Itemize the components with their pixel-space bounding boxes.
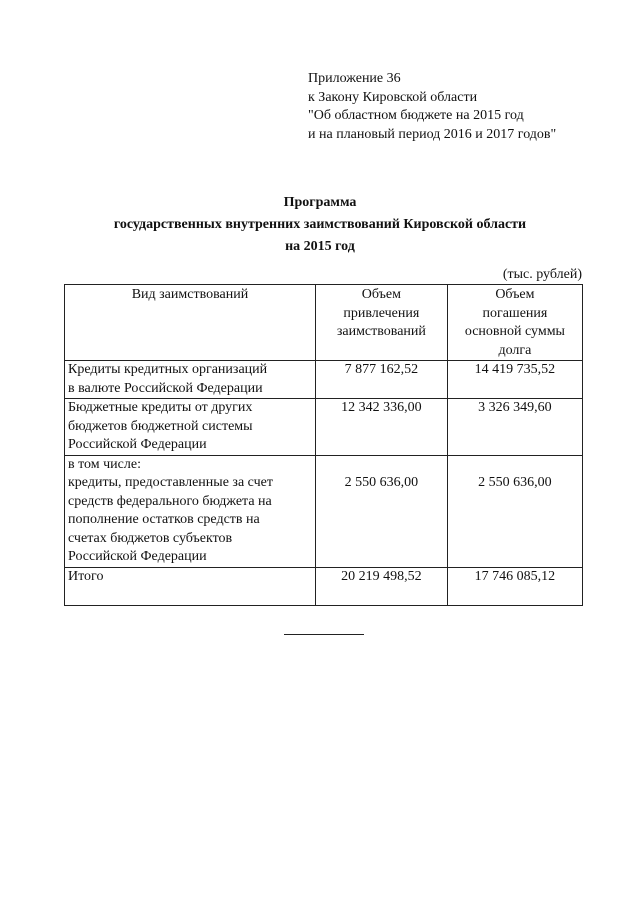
cell-text-line: в валюте Российской Федерации xyxy=(68,380,263,396)
spacer-line xyxy=(451,456,579,475)
cell-text-line: кредиты, предоставленные за счет xyxy=(68,475,273,490)
header-text-line: Объем xyxy=(495,287,535,302)
repayment-value: 14 419 735,52 xyxy=(447,361,582,399)
appendix-line: "Об областном бюджете на 2015 год xyxy=(308,108,524,123)
table-total-row xyxy=(65,567,583,605)
attraction-value: 12 342 336,00 xyxy=(315,399,447,456)
repayment-value xyxy=(447,455,582,567)
appendix-line: и на плановый период 2016 и 2017 годов" xyxy=(308,126,557,142)
document-title xyxy=(60,192,580,258)
cell-text-line: счетах бюджетов субъектов xyxy=(68,530,233,546)
header-text-line: основной суммы xyxy=(464,324,565,339)
cell-text-line: Кредиты кредитных организаций xyxy=(68,362,268,377)
table-row xyxy=(65,399,583,456)
header-text-line: долга xyxy=(498,342,532,358)
repayment-value: 3 326 349,60 xyxy=(447,399,582,456)
spacer-line xyxy=(319,456,444,475)
table-row xyxy=(65,455,583,567)
header-text-line: Объем xyxy=(361,287,401,302)
cell-text-line: Российской Федерации xyxy=(68,437,207,452)
appendix-line: к Закону Кировской области xyxy=(308,89,478,105)
appendix-line: Приложение 36 xyxy=(308,71,401,86)
attraction-total: 20 219 498,52 xyxy=(315,567,447,605)
cell-text-line: пополнение остатков средств на xyxy=(68,512,260,527)
header-type xyxy=(65,285,316,361)
repayment-value-text: 2 550 636,00 xyxy=(478,475,552,490)
cell-text-line: средств федерального бюджета на xyxy=(68,493,272,509)
header-text-line: заимствований xyxy=(336,324,426,339)
table-row xyxy=(65,361,583,399)
row-name-cell xyxy=(65,567,316,605)
spacer-line xyxy=(68,586,312,605)
row-name-cell xyxy=(65,399,316,456)
header-type-label: Вид заимствований xyxy=(131,287,249,302)
row-name-cell xyxy=(65,361,316,399)
cell-text-line: Итого xyxy=(68,568,104,584)
end-separator-line xyxy=(284,634,364,635)
attraction-value xyxy=(315,455,447,567)
repayment-total: 17 746 085,12 xyxy=(447,567,582,605)
header-text-line: привлечения xyxy=(343,305,420,321)
borrowings-table xyxy=(64,284,583,606)
title-line: государственных внутренних заимствований Кировской области xyxy=(113,217,527,232)
table-header-row xyxy=(65,285,583,361)
units-label: (тыс. рублей) xyxy=(502,267,582,282)
cell-text-line: Бюджетные кредиты от других xyxy=(68,400,253,415)
cell-text-line: бюджетов бюджетной системы xyxy=(68,418,253,434)
cell-text-line: в том числе: xyxy=(68,456,141,472)
row-name-cell xyxy=(65,455,316,567)
title-line: на 2015 год xyxy=(285,239,355,254)
cell-text-line: Российской Федерации xyxy=(68,549,207,564)
attraction-value-text: 2 550 636,00 xyxy=(344,475,419,490)
title-line: Программа xyxy=(283,195,357,210)
attraction-value: 7 877 162,52 xyxy=(315,361,447,399)
header-text-line: погашения xyxy=(482,305,548,321)
appendix-header xyxy=(308,70,556,144)
header-repayment xyxy=(447,285,582,361)
header-attraction xyxy=(315,285,447,361)
